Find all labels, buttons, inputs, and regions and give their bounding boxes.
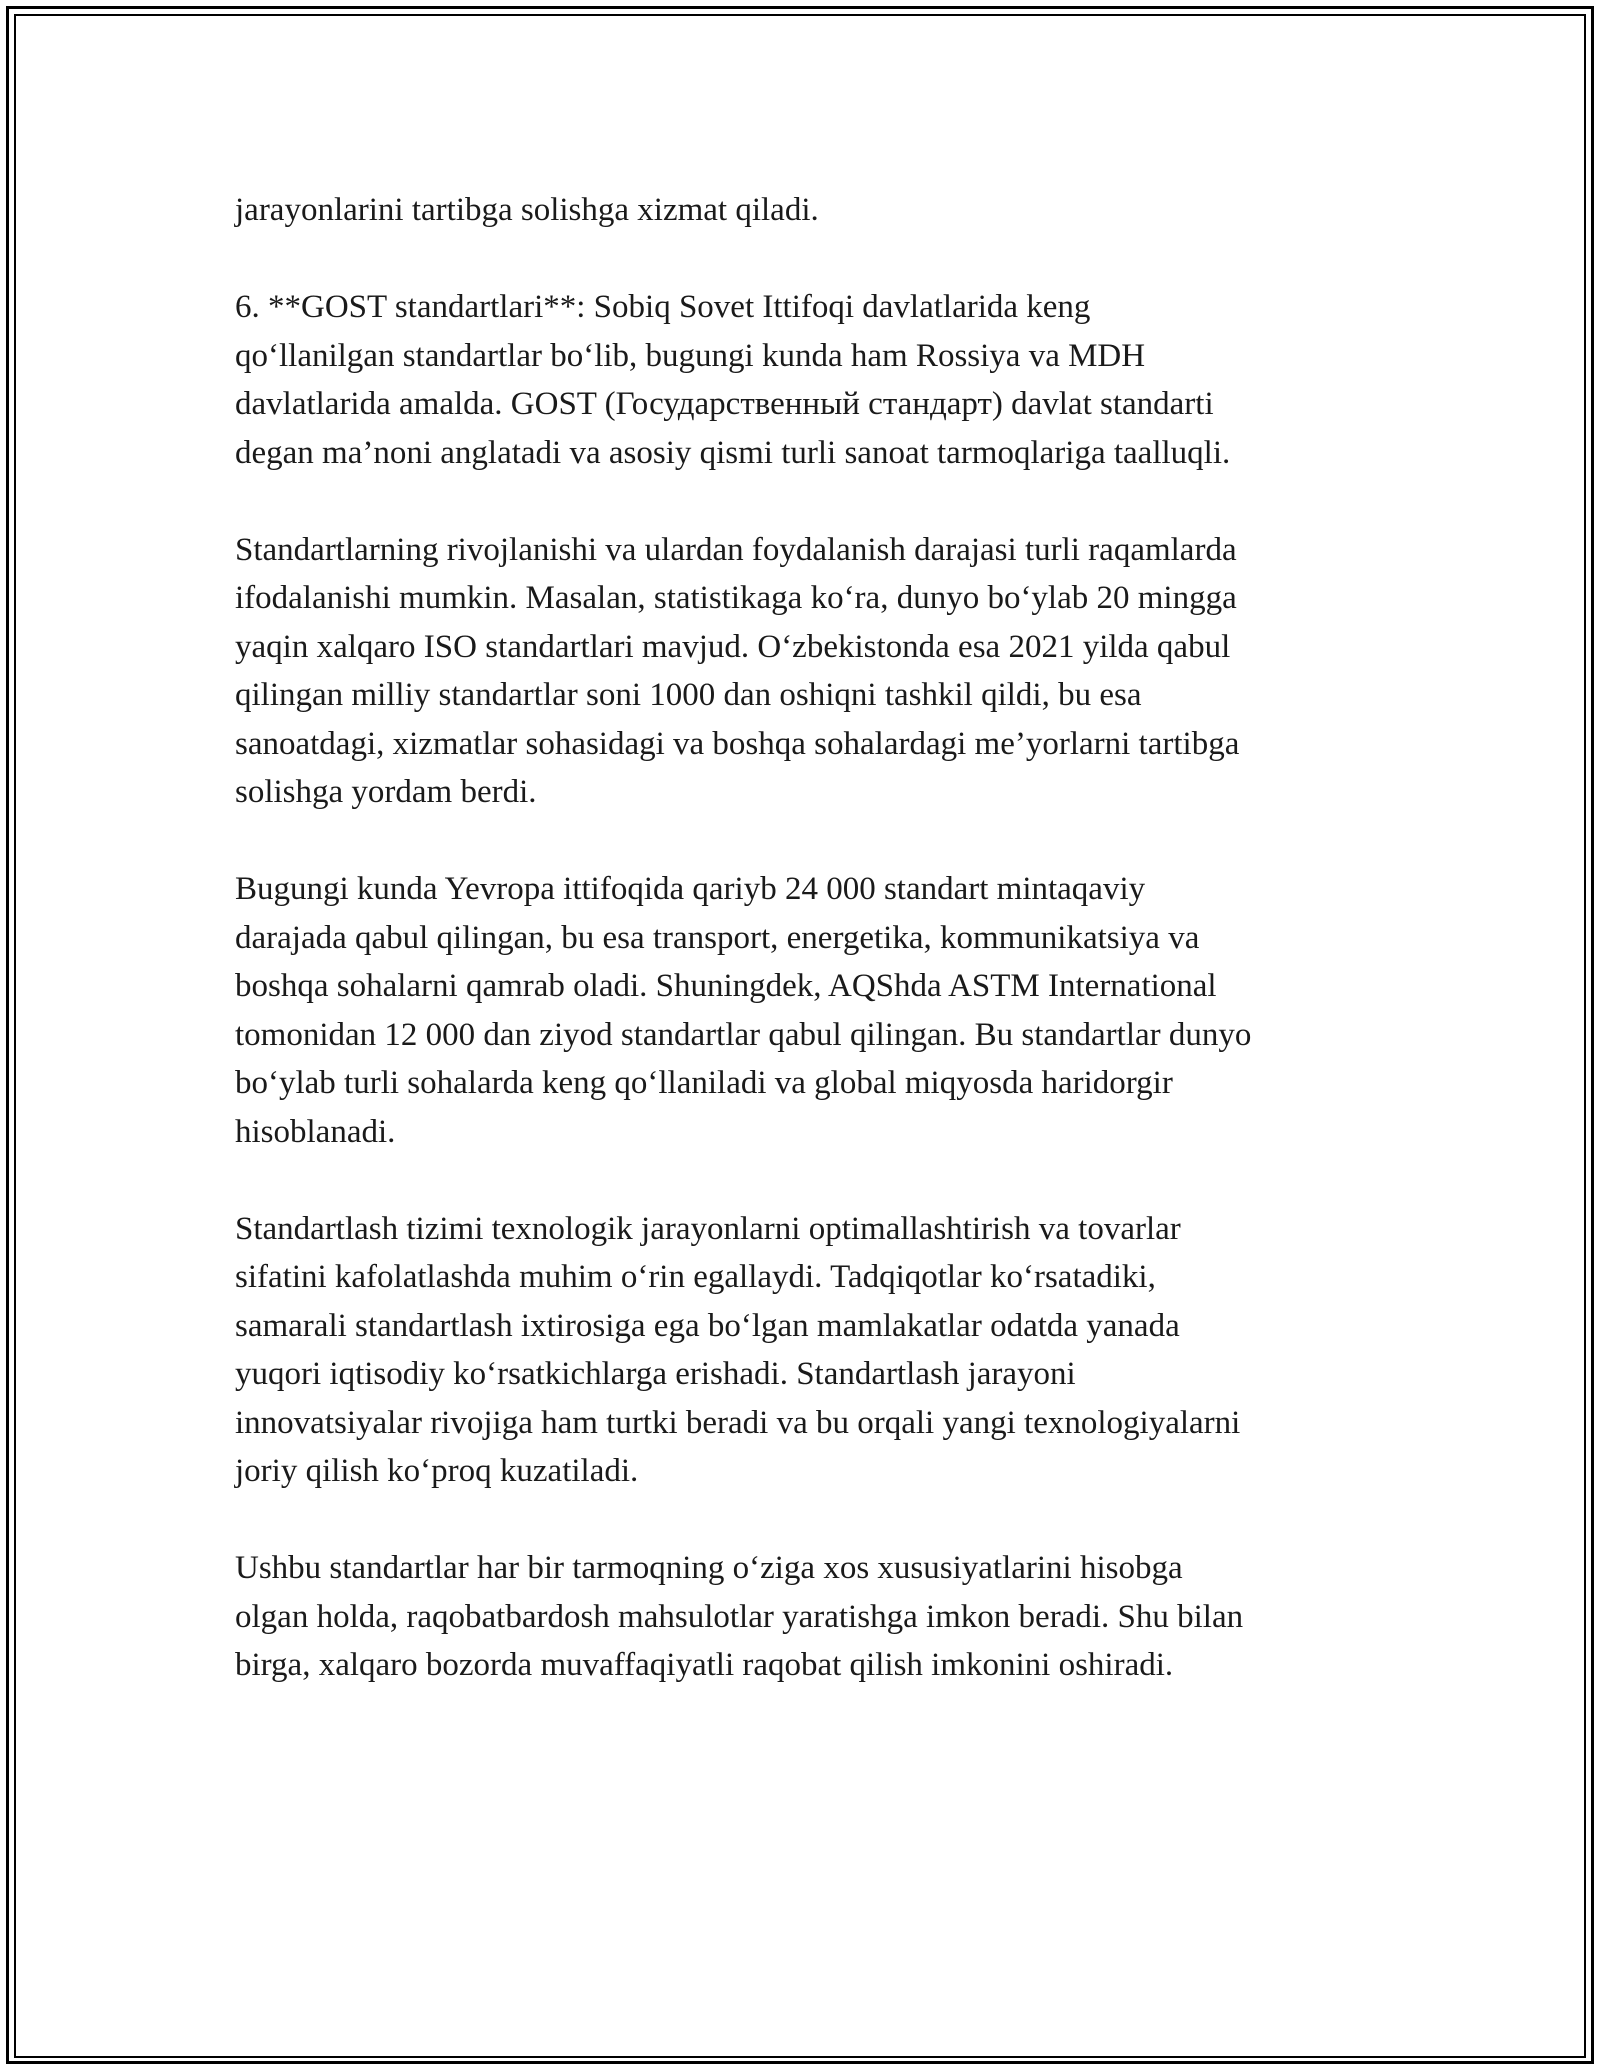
paragraph-gost-standards: 6. **GOST standartlari**: Sobiq Sovet Ittifoqi davlatlarida keng qo‘llanilgan standartlar bo‘lib, bugungi kunda ham Rossiya va MDH davlatlarida amalda. GOST (Государственный стандарт) davlat standarti degan ma’noni anglatadi va asosiy qismi turli sanoat tarmoqlariga taalluqli. (235, 289, 1231, 471)
paragraph-eu-us-standards: Bugungi kunda Yevropa ittifoqida qariyb 24 000 standart mintaqaviy darajada qabul qilingan, bu esa transport, energetika, kommunikatsiya va boshqa sohalarni qamrab oladi. Shuningdek, AQShda ASTM International tomonidan 12 000 dan ziyod standartlar qabul qilingan. Bu standartlar dunyo bo‘ylab turli sohalarda keng qo‘llaniladi va global miqyosda haridorgir hisoblanadi. (235, 871, 1252, 1150)
document-body (235, 186, 1375, 1738)
paragraph-standardization-benefits: Standartlash tizimi texnologik jarayonlarni optimallashtirish va tovarlar sifatini kafolatlashda muhim o‘rin egallaydi. Tadqiqotlar ko‘rsatadiki, samarali standartlash ixtirosiga ega bo‘lgan mamlakatlar odatda yanada yuqori iqtisodiy ko‘rsatkichlarga erishadi. Standartlash jarayoni innovatsiyalar rivojiga ham turtki beradi va bu orqali yangi texnologiyalarni joriy qilish ko‘proq kuzatiladi. (235, 1210, 1241, 1489)
paragraph-standards-statistics: Standartlarning rivojlanishi va ulardan foydalanish darajasi turli raqamlarda ifodalanishi mumkin. Masalan, statistikaga ko‘ra, dunyo bo‘ylab 20 mingga yaqin xalqaro ISO standartlari mavjud. O‘zbekistonda esa 2021 yilda qabul qilingan milliy standartlar soni 1000 dan oshiqni tashkil qildi, bu esa sanoatdagi, xizmatlar sohasidagi va boshqa sohalardagi me’yorlarni tartibga solishga yordam berdi. (235, 531, 1240, 810)
paragraph-competitiveness: Ushbu standartlar har bir tarmoqning o‘ziga xos xususiyatlarini hisobga olgan holda, raqobatbardosh mahsulotlar yaratishga imkon beradi. Shu bilan birga, xalqaro bozorda muvaffaqiyatli raqobat qilish imkonini oshiradi. (235, 1550, 1244, 1683)
paragraph-continuation: jarayonlarini tartibga solishga xizmat qiladi. (235, 192, 819, 228)
